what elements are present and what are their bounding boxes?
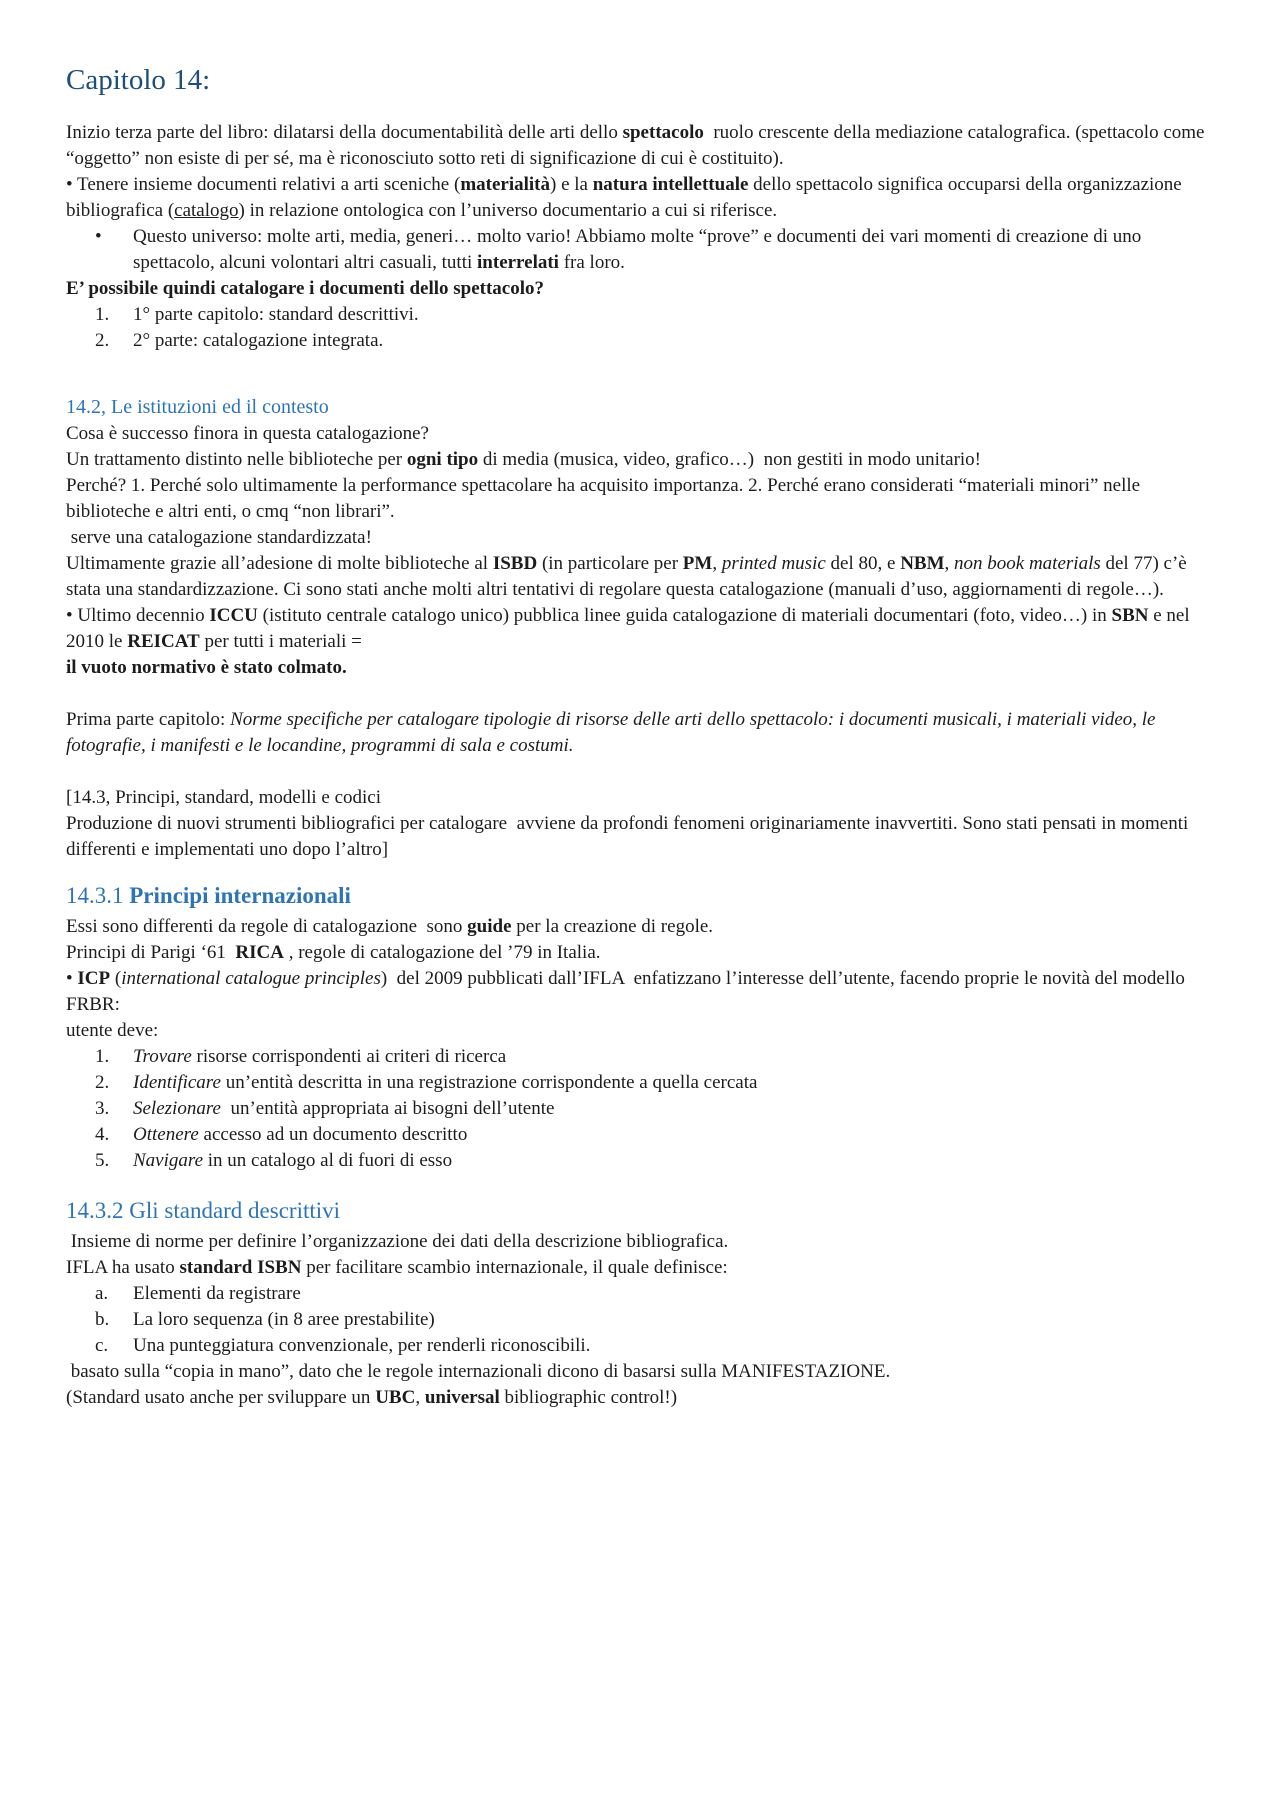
list-item-text [133,328,1214,354]
text-run: • Tenere insieme documenti relativi a arti sceniche ( [66,174,461,195]
list-marker: 3. [95,1098,110,1119]
text-run: REICAT [127,631,200,652]
text-run: Questo universo: molte arti, media, generi… molto vario! Abbiamo molte “prove” e documenti dei vari momenti di creazione di uno spettacolo, alcuni volontari altri casuali, tutti [133,226,1147,273]
text-run: printed music [721,553,826,574]
paragraph [66,120,1214,172]
text-run: 14.3.1 [66,883,130,908]
paragraph [66,276,1214,302]
text-run: Identificare [133,1072,221,1093]
spacer [66,681,1214,707]
text-run: spettacolo [622,122,704,143]
text-run: Principi internazionali [129,883,351,908]
text-run: Cosa è successo finora in questa catalogazione? [66,423,429,444]
paragraph [66,914,1214,940]
list-item [95,224,1214,276]
paragraph [66,447,1214,473]
paragraph [66,603,1214,655]
text-run: (in particolare per [537,553,683,574]
text-run: 2° parte: catalogazione integrata. [133,330,384,351]
text-run: (Standard usato anche per sviluppare un [66,1387,376,1408]
paragraph [66,1018,1214,1044]
text-run: Un trattamento distinto nelle biblioteche per [66,449,407,470]
text-run: NBM [900,553,945,574]
text-run: SBN [1111,605,1149,626]
section-heading [66,394,1214,421]
text-run: il vuoto normativo è stato colmato. [66,657,347,678]
document-blocks [66,120,1214,1411]
text-run: fra loro. [558,252,625,273]
text-run: universal [424,1387,500,1408]
paragraph [66,940,1214,966]
text-run: E’ possibile quindi catalogare i documenti dello spettacolo? [66,278,545,299]
text-run: RICA [235,942,284,963]
text-run: [14.3, Principi, standard, modelli e codici [66,787,382,808]
text-run: Produzione di nuovi strumenti bibliografici per catalogare avviene da profondi fenomeni originariamente inavvertiti. Sono stati pensati in momenti differenti e implementati uno dopo l’altro] [66,813,1194,860]
text-run: , regole di catalogazione del ’79 in Italia. [283,942,601,963]
text-run: Principi di Parigi ‘61 [66,942,236,963]
text-run: un’entità descritta in una registrazione corrispondente a quella cercata [220,1072,758,1093]
spacer [66,1174,1214,1196]
text-run: per facilitare scambio internazionale, il quale definisce: [301,1257,728,1278]
list-item-text [133,1044,1214,1070]
spacer [66,354,1214,394]
text-run: Ottenere [133,1124,199,1145]
section-heading [66,1196,1214,1226]
text-run: per la creazione di regole. [511,916,714,937]
text-run: catalogo [174,200,239,221]
list-item-text [133,1148,1214,1174]
paragraph [66,655,1214,681]
text-run: non book materials [954,553,1101,574]
text-run: per tutti i materiali = [199,631,362,652]
list-item [95,1070,1214,1096]
list-marker: 1. [95,1046,110,1067]
text-run: ruolo crescente della mediazione catalografica. (spettacolo come “oggetto” non esiste di per sé, ma è riconosciuto sotto reti di significazione di cui è costituito). [66,122,1210,169]
list-item [95,302,1214,328]
text-run: Trovare [133,1046,192,1067]
text-run: 1° parte capitolo: standard descrittivi. [133,304,419,325]
text-run: in un catalogo al di fuori di esso [203,1150,453,1171]
list-item-text [133,1122,1214,1148]
list-marker: 2. [95,330,110,351]
text-run: La loro sequenza (in 8 aree prestabilite) [133,1309,435,1330]
text-run: ) in relazione ontologica con l’universo documentario a cui si riferisce. [238,200,778,221]
list-item-text [133,1096,1214,1122]
spacer [66,759,1214,785]
text-run: accesso ad un documento descritto [198,1124,468,1145]
list-item-text [133,1281,1214,1307]
paragraph [66,1229,1214,1255]
text-run: Perché? 1. Perché solo ultimamente la performance spettacolare ha acquisito importanza. 2. Perché erano considerati “materiali minori” nelle biblioteche e altri enti, o cmq “non librari”. [66,475,1145,522]
text-run: e nel 2010 le [66,605,1195,652]
text-run: ) del 2009 pubblicati dall’IFLA enfatizzano l’interesse dell’utente, facendo proprie le novità del modello FRBR: [66,968,1190,1015]
text-run: UBC [375,1387,416,1408]
paragraph [66,421,1214,447]
list-marker: b. [95,1309,110,1330]
list-item-text [133,1070,1214,1096]
text-run: ( [110,968,122,989]
text-run: ) e la [550,174,593,195]
text-run: • Ultimo decennio [66,605,210,626]
text-run: • [66,968,78,989]
text-run: dello spettacolo significa occuparsi della organizzazione bibliografica ( [66,174,1187,221]
spacer [66,863,1214,881]
list-item [95,1281,1214,1307]
paragraph [66,1359,1214,1385]
page-title: Capitolo 14: [66,64,211,96]
text-run: , [415,1387,425,1408]
text-run: Ultimamente grazie all’adesione di molte biblioteche al [66,553,493,574]
text-run: (istituto centrale catalogo unico) pubblica linee guida catalogazione di materiali documentari (foto, video…) in [257,605,1112,626]
text-run: Una punteggiatura convenzionale, per renderli riconoscibili. [133,1335,591,1356]
paragraph [66,1385,1214,1411]
paragraph [66,1255,1214,1281]
paragraph [66,551,1214,603]
text-run: standard ISBN [179,1257,302,1278]
text-run: ISBD [492,553,538,574]
section-heading [66,881,1214,911]
paragraph [66,525,1214,551]
list-item [95,1148,1214,1174]
text-run: 14.2, Le istituzioni ed il contesto [66,396,329,418]
list-item [95,1122,1214,1148]
list-marker: • [95,226,102,247]
list-item [95,1307,1214,1333]
text-run: international catalogue principles [121,968,381,989]
text-run: Inizio terza parte del libro: dilatarsi della documentabilità delle arti dello [66,122,623,143]
list-item-text [133,1307,1214,1333]
text-run: 14.3.2 Gli standard descrittivi [66,1198,341,1223]
text-run: IFLA ha usato [66,1257,180,1278]
text-run: del 80, e [825,553,901,574]
text-run: serve una catalogazione standardizzata! [66,527,372,548]
list-marker: a. [95,1283,109,1304]
list-marker: 5. [95,1150,110,1171]
text-run: basato sulla “copia in mano”, dato che le regole internazionali dicono di basarsi sulla MANIFESTAZIONE. [66,1361,891,1382]
text-run: utente deve: [66,1020,159,1041]
list-item [95,1096,1214,1122]
paragraph [66,966,1214,1018]
text-run: guide [467,916,512,937]
text-run: , [712,553,722,574]
text-run: interrelati [477,252,559,273]
paragraph [66,473,1214,525]
paragraph [66,785,1214,811]
list-item [95,1333,1214,1359]
text-run: di media (musica, video, grafico…) non gestiti in modo unitario! [478,449,982,470]
list-item-text [133,302,1214,328]
text-run: Elementi da registrare [133,1283,301,1304]
list-item [95,1044,1214,1070]
list-marker: 4. [95,1124,110,1145]
text-run: , [944,553,955,574]
text-run: ICCU [209,605,258,626]
text-run: Insieme di norme per definire l’organizzazione dei dati della descrizione bibliografica. [66,1231,729,1252]
text-run: natura intellettuale [592,174,749,195]
text-run: Essi sono differenti da regole di catalogazione sono [66,916,468,937]
text-run: Norme specifiche per catalogare tipologie di risorse delle arti dello spettacolo: i documenti musicali, i materiali video, le fotografie, i manifesti e le locandine, programmi di sala e costumi. [66,709,1161,756]
text-run: Selezionare [133,1098,221,1119]
paragraph [66,811,1214,863]
text-run: risorse corrispondenti ai criteri di ricerca [191,1046,507,1067]
text-run: Prima parte capitolo: [66,709,231,730]
list-item-text [133,1333,1214,1359]
list-marker: c. [95,1335,109,1356]
text-run: Navigare [133,1150,204,1171]
paragraph [66,707,1214,759]
list-marker: 2. [95,1072,110,1093]
list-item [95,328,1214,354]
list-marker: 1. [95,304,110,325]
text-run: bibliographic control!) [499,1387,678,1408]
list-item-text [133,224,1214,276]
text-run: ICP [77,968,111,989]
paragraph [66,172,1214,224]
text-run: ogni tipo [406,449,479,470]
text-run: materialità [460,174,550,195]
text-run: un’entità appropriata ai bisogni dell’utente [220,1098,555,1119]
text-run: PM [682,553,713,574]
text-run: del 77) c’è stata una standardizzazione. Ci sono stati anche molti altri tentativi di regolare questa catalogazione (manuali d’uso, aggiornamenti di regole…). [66,553,1192,600]
